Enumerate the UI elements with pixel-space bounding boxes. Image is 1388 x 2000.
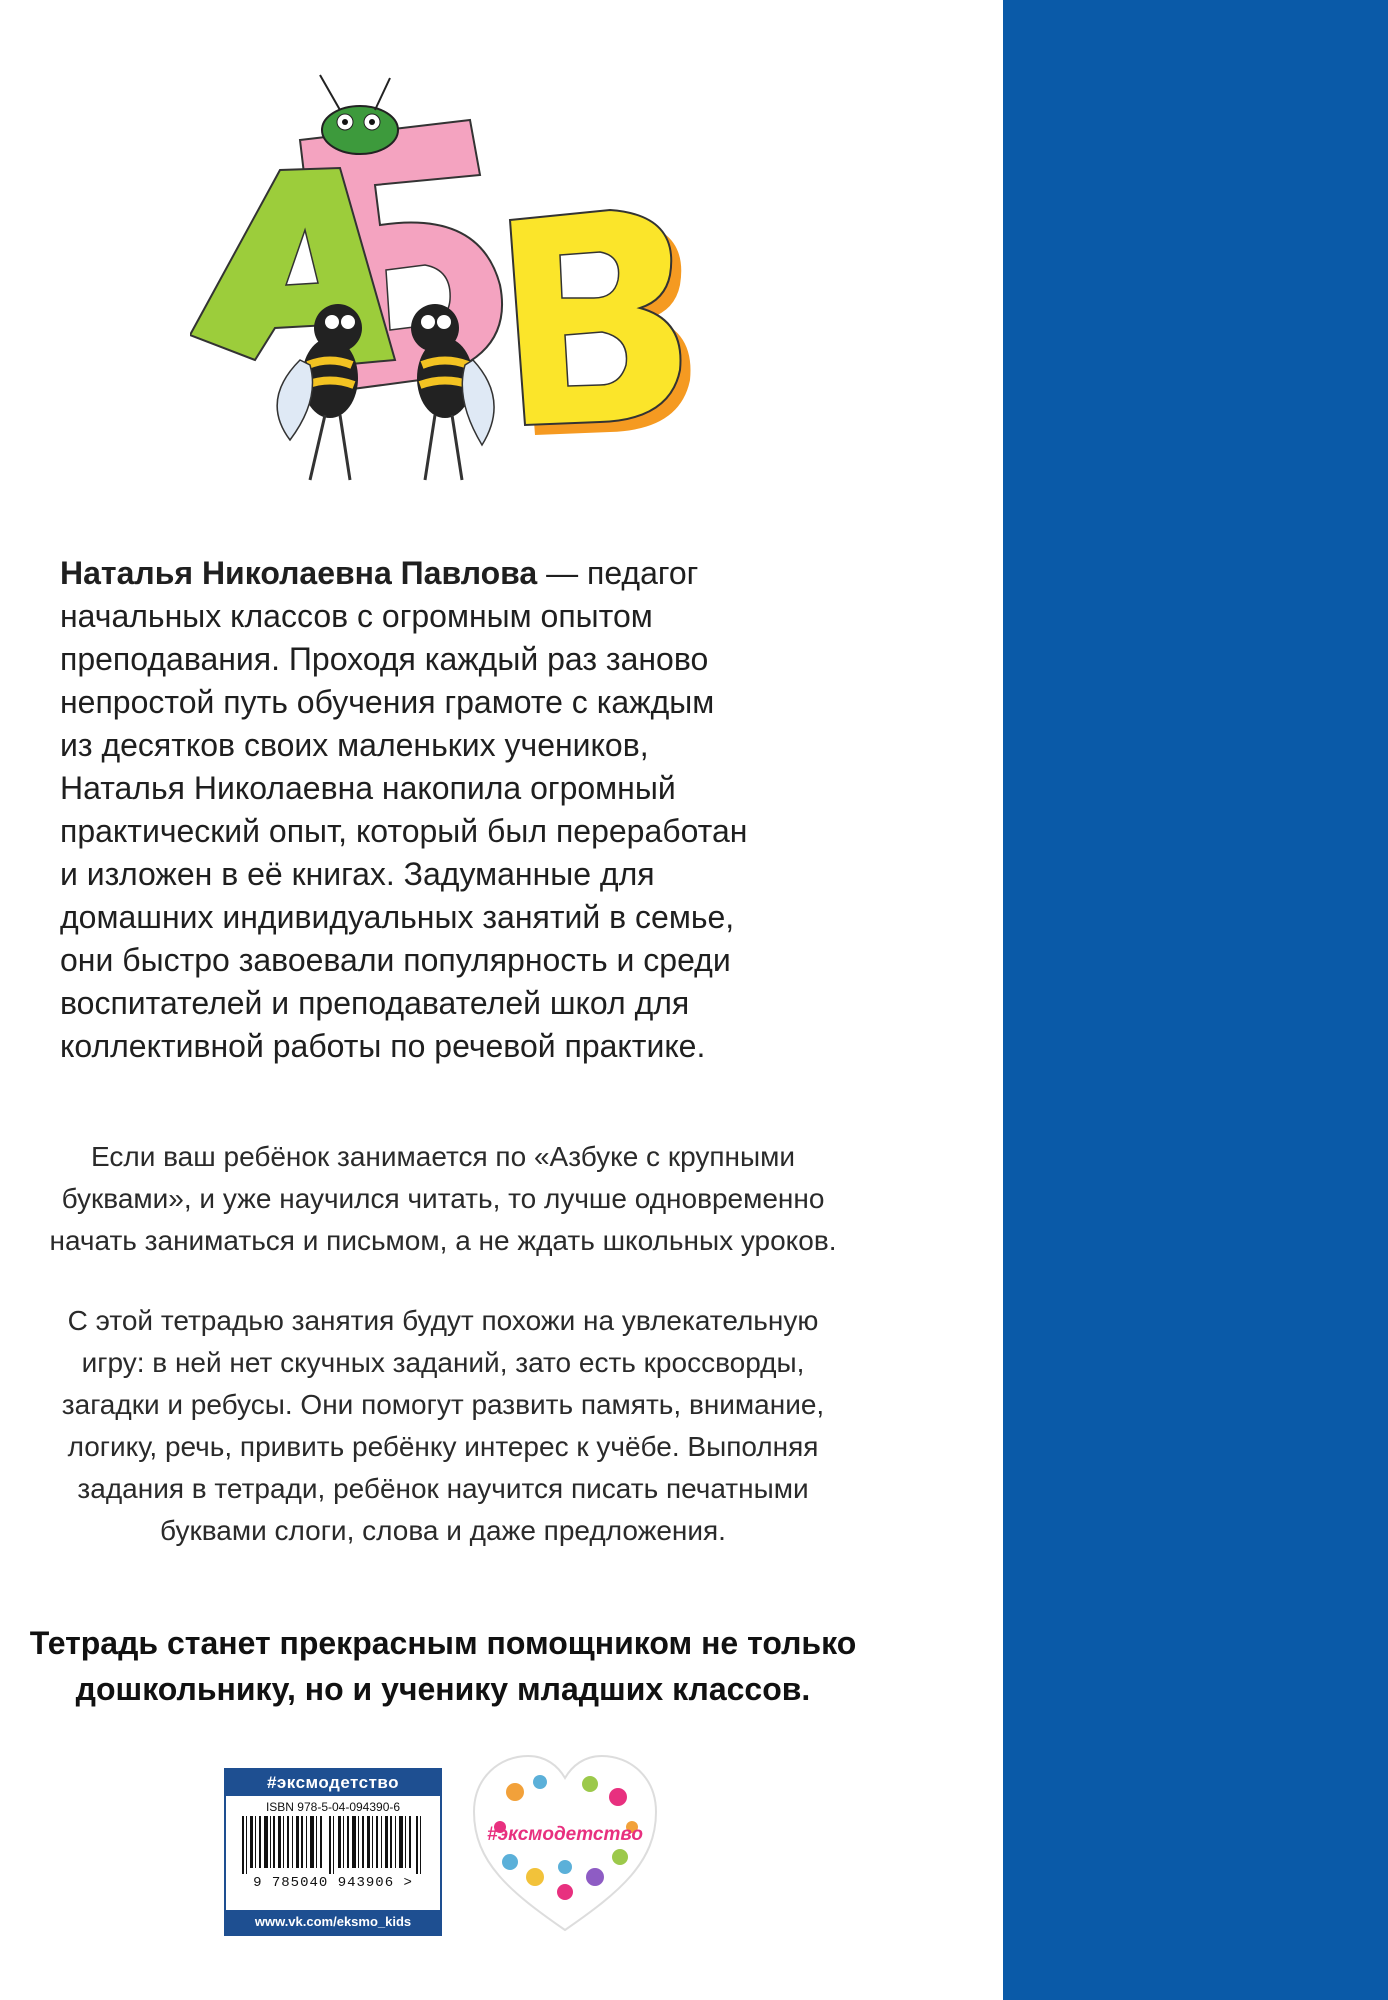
bio-line: воспитателей и преподавателей школ для [60, 985, 690, 1021]
paragraph-line: Если ваш ребёнок занимается по «Азбуке с крупными [91, 1141, 795, 1172]
isbn-text: ISBN 978-5-04-094390-6 [265, 1800, 401, 1814]
heart-brand-label: #эксмодетство [487, 1824, 643, 1845]
paragraph-line: начать заниматься и письмом, а не ждать школьных уроков. [49, 1225, 837, 1256]
eksmo-kids-heart-badge [470, 1752, 660, 1936]
paragraph-line: загадки и ребусы. Они помогут развить память, внимание, [61, 1389, 825, 1420]
bio-line: Наталья Николаевна накопила огромный [60, 770, 676, 806]
description-paragraph-1 [0, 1136, 886, 1262]
isbn-barcode-block [224, 1768, 442, 1936]
paragraph-line: игру: в ней нет скучных заданий, зато есть кроссворды, [81, 1347, 805, 1378]
bio-line: начальных классов с огромным опытом [60, 598, 653, 634]
bio-line-text: — педагог [537, 555, 699, 591]
bio-line: непростой путь обучения грамоте с каждым [60, 684, 715, 720]
closing-line: Тетрадь станет прекрасным помощником не только [29, 1625, 857, 1661]
bee-left-icon [277, 304, 362, 480]
author-bio [60, 552, 860, 1068]
paragraph-line: задания в тетради, ребёнок научится писать печатными [77, 1473, 809, 1504]
paragraph-line: буквами слоги, слова и даже предложения. [160, 1515, 726, 1546]
abc-letters-with-bees-illustration [190, 60, 710, 520]
illustration-svg [190, 60, 710, 520]
bio-line: практический опыт, который был переработан [60, 813, 748, 849]
closing-line: дошкольнику, но и ученику младших классов. [75, 1671, 811, 1707]
bio-line: преподавания. Проходя каждый раз заново [60, 641, 709, 677]
paragraph-line: С этой тетрадью занятия будут похожи на увлекательную [67, 1305, 819, 1336]
blue-spine-stripe [1003, 0, 1388, 2000]
closing-statement [0, 1620, 886, 1712]
barcode-bars [238, 1816, 428, 1874]
bio-line: домашних индивидуальных занятий в семье, [60, 899, 735, 935]
bio-line: коллективной работы по речевой практике. [60, 1028, 706, 1064]
green-beetle-icon [320, 75, 398, 154]
letter-v-shape [510, 210, 691, 435]
paragraph-line: логику, речь, привить ребёнку интерес к учёбе. Выполняя [67, 1431, 819, 1462]
barcode-brand-label: #эксмодетство [226, 1770, 440, 1796]
bio-line: они быстро завоевали популярность и среди [60, 942, 731, 978]
vk-url-label: www.vk.com/eksmo_kids [226, 1910, 440, 1934]
ean-number: 9 785040 943906 > [253, 1875, 413, 1891]
bio-line: и изложен в её книгах. Задуманные для [60, 856, 655, 892]
paragraph-line: буквами», и уже научился читать, то лучше одновременно [61, 1183, 825, 1214]
bio-line: из десятков своих маленьких учеников, [60, 727, 649, 763]
description-paragraph-2 [0, 1300, 886, 1552]
author-name: Наталья Николаевна Павлова [60, 555, 538, 591]
bio-line-0 [60, 552, 860, 595]
